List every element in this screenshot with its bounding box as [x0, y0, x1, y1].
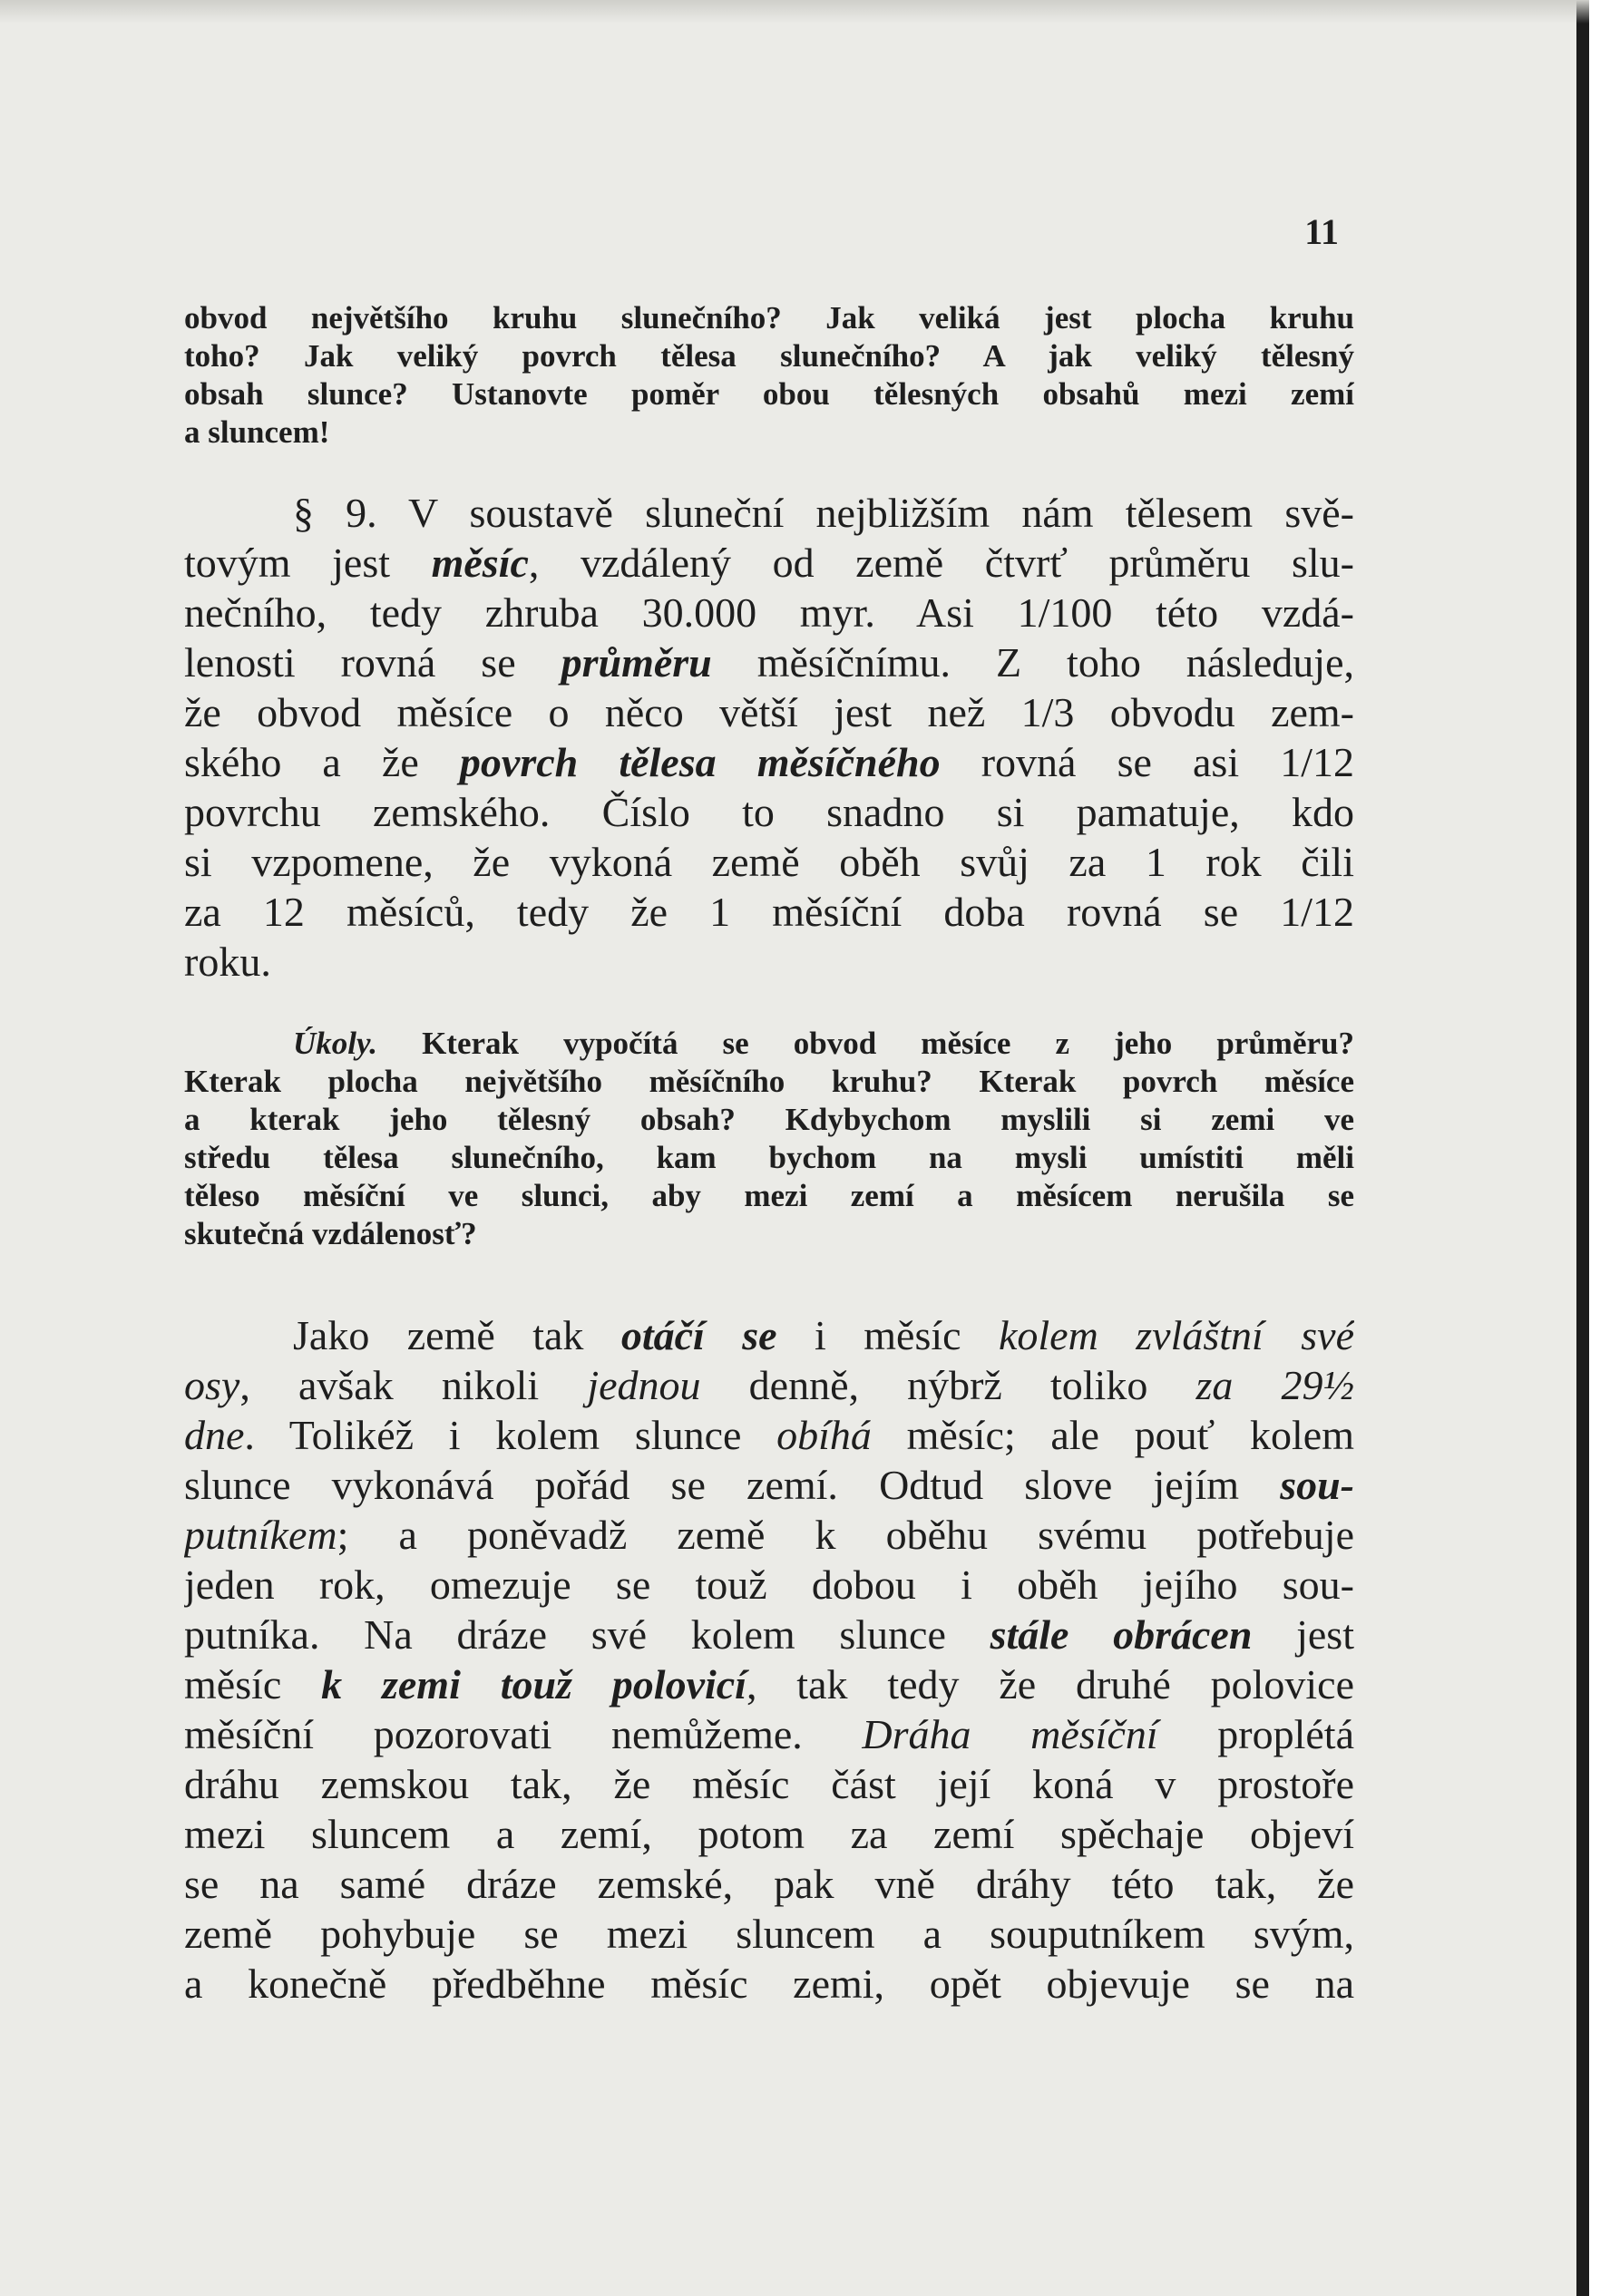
section-mark: § 9.	[293, 490, 377, 536]
text-line: ského a že povrch tělesa měsíčného rovná se asi 1/12	[184, 739, 1354, 785]
section-9-paragraph	[184, 488, 1354, 987]
text-line: mezi sluncem a zemí, potom za zemí spěchaje objeví	[184, 1811, 1354, 1857]
main-paragraph	[184, 1310, 1354, 2009]
text-line: skutečná vzdálenosť?	[184, 1216, 477, 1251]
text-line: § 9. V soustavě sluneční nejbližším nám tělesem svě-	[293, 490, 1354, 536]
text-line: lenosti rovná se průměru měsíčnímu. Z toho následuje,	[184, 639, 1354, 686]
text-line: a konečně předběhne měsíc zemi, opět objevuje se na	[184, 1960, 1354, 2007]
text-line: toho? Jak veliký povrch tělesa slunečního? A jak veliký tělesný	[184, 338, 1354, 374]
text-line: osy, avšak nikoli jednou denně, nýbrž toliko za 29½	[184, 1362, 1354, 1408]
text-line: země pohybuje se mezi sluncem a souputníkem svým,	[184, 1911, 1354, 1957]
text-line: těleso měsíční ve slunci, aby mezi zemí a měsícem nerušila se	[184, 1178, 1354, 1213]
text-line: obsah slunce? Ustanovte poměr obou tělesných obsahů mezi zemí	[184, 376, 1354, 412]
page-edge-shadow	[0, 0, 1589, 24]
text-line: měsíční pozorovati nemůžeme. Dráha měsíční proplétá	[184, 1711, 1354, 1757]
text-line: že obvod měsíce o něco větší jest než 1/3 obvodu zem-	[184, 689, 1354, 735]
text-line: se na samé dráze zemské, pak vně dráhy této tak, že	[184, 1861, 1354, 1907]
tasks-paragraph	[184, 1025, 1354, 1253]
fraction: 1/12	[1280, 889, 1354, 935]
text-line: měsíc k zemi touž polovicí, tak tedy že druhé polovice	[184, 1661, 1354, 1707]
text-line: dráhu zemskou tak, že měsíc část její koná v prostoře	[184, 1761, 1354, 1807]
text-line: povrchu zemského. Číslo to snadno si pamatuje, kdo	[184, 789, 1354, 835]
text-line: jeden rok, omezuje se touž dobou i oběh jejího sou-	[184, 1561, 1354, 1608]
text-line: středu tělesa slunečního, kam bychom na mysli umístiti měli	[184, 1140, 1354, 1175]
page-number: 11	[1304, 211, 1339, 252]
text-line: tovým jest měsíc, vzdálený od země čtvrť průměru slu-	[184, 540, 1354, 586]
fraction: 1/100	[1017, 589, 1113, 636]
fraction: 1/3	[1020, 689, 1075, 735]
text-line: dne. Tolikéž i kolem slunce obíhá měsíc; ale pouť kolem	[184, 1412, 1354, 1458]
text-line: obvod největšího kruhu slunečního? Jak veliká jest plocha kruhu	[184, 300, 1354, 336]
fraction: 1/12	[1280, 739, 1354, 785]
tasks-label: Úkoly.	[293, 1026, 377, 1061]
text-line: putníka. Na dráze své kolem slunce stále obrácen jest	[184, 1611, 1354, 1658]
text-line: Jako země tak otáčí se i měsíc kolem zvláštní své	[293, 1312, 1354, 1358]
text-line: roku.	[184, 939, 271, 985]
text-line: nečního, tedy zhruba 30.000 myr. Asi 1/100 této vzdá-	[184, 589, 1354, 636]
text-line: Úkoly. Kterak vypočítá se obvod měsíce z jeho průměru?	[293, 1026, 1354, 1061]
text-line: putníkem; a poněvadž země k oběhu svému potřebuje	[184, 1512, 1354, 1558]
text-line: Kterak plocha největšího měsíčního kruhu? Kterak povrch měsíce	[184, 1064, 1354, 1099]
text-line: slunce vykonává pořád se zemí. Odtud slove jejím sou-	[184, 1462, 1354, 1508]
intro-paragraph	[184, 299, 1354, 452]
text-line: za 12 měsíců, tedy že 1 měsíční doba rovná se 1/12	[184, 889, 1354, 935]
text-line: a kterak jeho tělesný obsah? Kdybychom myslili si zemi ve	[184, 1102, 1354, 1137]
text-line: si vzpomene, že vykoná země oběh svůj za 1 rok čili	[184, 839, 1354, 885]
text-line: a sluncem!	[184, 414, 330, 450]
